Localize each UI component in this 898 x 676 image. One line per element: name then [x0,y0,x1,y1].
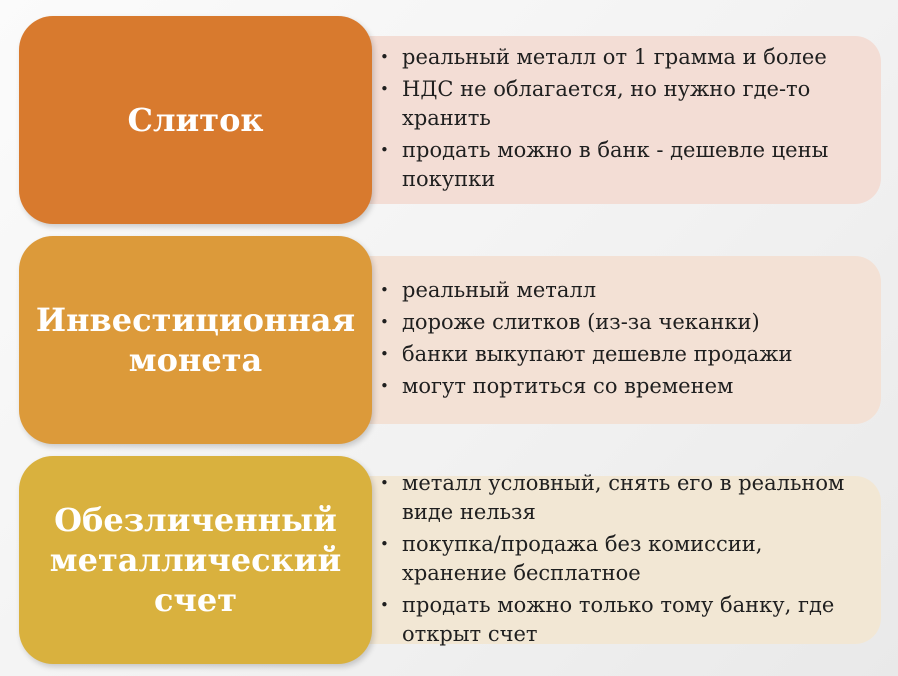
bullet-icon: • [380,313,389,331]
bullet-item: • реальный металл от 1 грамма и более [380,43,861,72]
bullet-icon: • [380,141,389,159]
bullet-item: • банки выкупают дешевле продажи [380,340,861,369]
bullet-item: • продать можно только тому банку, где открыт счет [380,592,835,646]
bullet-item: • реальный металл [380,276,861,305]
bullet-icon: • [380,534,389,553]
label-title-coin: Инвестиционная монета [35,301,356,379]
bullet-icon: • [380,377,389,395]
bullet-item: • металл условный, снять его в реальном виде нельзя [380,470,845,524]
bullet-item: • продать можно в банк - дешевле цены покупки [380,138,829,191]
bullet-item: • НДС не облагается, но нужно где-то хранить [380,77,811,130]
label-title-account: Обезличенный металлический счет [49,501,342,619]
bullet-icon: • [380,48,389,66]
detail-list-account [380,469,861,652]
bullet-item: • покупка/продажа без комиссии, хранение бесплатное [380,531,763,585]
bullet-icon: • [380,473,389,492]
detail-panel-account [330,470,881,646]
label-box-account [19,456,372,664]
bullet-icon: • [380,281,389,299]
bullet-icon: • [380,80,389,98]
label-title-bar: Слиток [127,101,264,139]
bullet-icon: • [380,345,389,363]
bullet-item: • дороже слитков (из-за чеканки) [380,308,861,337]
bullet-item: • могут портиться со временем [380,372,861,401]
bullet-icon: • [380,595,389,614]
